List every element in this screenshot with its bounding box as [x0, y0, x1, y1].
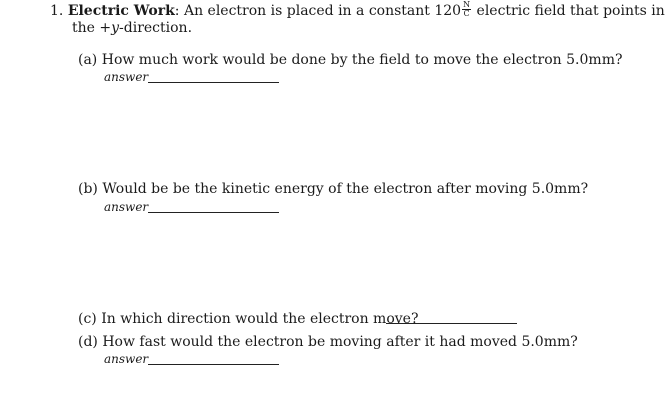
- part-d-question: [78, 333, 578, 351]
- part-a-text: How much work would be done by the field to move the electron 5.0mm?: [101, 52, 623, 68]
- part-a-label: (a): [78, 52, 98, 68]
- part-d-answer-label: answer: [104, 352, 149, 366]
- direction-variable: y: [111, 20, 120, 36]
- direction-suffix: -direction.: [119, 20, 193, 36]
- part-d-answer-line[interactable]: [148, 364, 279, 365]
- field-value: 120: [434, 3, 462, 19]
- part-a-question: [78, 51, 622, 69]
- field-unit-fraction: [462, 1, 471, 18]
- part-a-answer-label: answer: [104, 70, 149, 84]
- unit-numerator: N: [463, 0, 471, 9]
- problem-intro-text: : An electron is placed in a constant: [174, 3, 435, 19]
- problem-title: Electric Work: [67, 3, 175, 19]
- direction-prefix: the +: [72, 20, 112, 36]
- problem-statement-line1: [50, 2, 665, 20]
- part-b-text: Would be be the kinetic energy of the electron after moving 5.0mm?: [102, 181, 589, 197]
- unit-denominator: C: [463, 8, 470, 18]
- part-b-answer-label: answer: [104, 200, 149, 214]
- part-b-label: (b): [78, 181, 98, 197]
- part-b-answer-line[interactable]: [148, 212, 279, 213]
- part-c-answer-line[interactable]: [386, 323, 517, 324]
- part-d-label: (d): [78, 334, 98, 350]
- problem-number: 1.: [50, 3, 64, 19]
- part-d-text: How fast would the electron be moving after it had moved 5.0mm?: [102, 334, 578, 350]
- part-b-question: [78, 180, 588, 198]
- part-a-answer-line[interactable]: [148, 82, 279, 83]
- problem-intro-text-cont: electric field that points in: [472, 3, 665, 19]
- part-c-text: In which direction would the electron move?: [101, 311, 419, 327]
- part-c-label: (c): [78, 311, 97, 327]
- part-c-question: [78, 310, 418, 328]
- problem-statement-line2: [72, 19, 192, 37]
